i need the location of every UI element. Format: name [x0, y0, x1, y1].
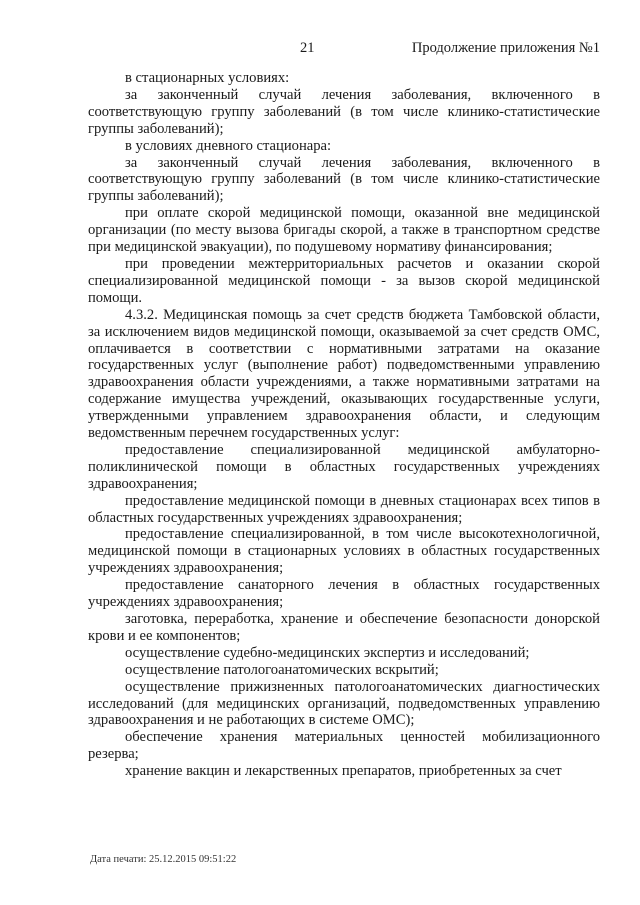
- paragraph: в стационарных условиях:: [125, 70, 290, 86]
- page-number: 21: [300, 40, 315, 56]
- paragraph: за законченный случай лечения заболевания, включенного в соответствующую группу заболеваний (в том числе клинико-статистические группы заболеваний);: [88, 86, 600, 137]
- paragraph: при проведении межтерриториальных расчетов и оказании скорой специализированной медицинской помощи - за вызов скорой медицинской помощи.: [88, 255, 600, 306]
- appendix-continuation-note: Продолжение приложения №1: [411, 40, 600, 56]
- paragraph: предоставление специализированной медицинской амбулаторно-поликлинической помощи в областных государственных учреждениях здравоохранения;: [88, 441, 600, 492]
- paragraph: осуществление прижизненных патологоанатомических диагностических исследований (для медицинских организаций, подведомственных управлению здравоохранения и не работающих в системе ОМС);: [88, 678, 600, 729]
- print-date-footer: Дата печати: 25.12.2015 09:51:22: [90, 854, 237, 865]
- paragraph: хранение вакцин и лекарственных препаратов, приобретенных за счет: [125, 763, 562, 780]
- paragraph: предоставление медицинской помощи в дневных стационарах всех типов в областных государственных учреждениях здравоохранения;: [88, 492, 600, 526]
- paragraph: 4.3.2. Медицинская помощь за счет средств бюджета Тамбовской области, за исключением видов медицинской помощи, оказываемой за счет средств ОМС, оплачивается в соответствии с нормативными затратами на оказание государственных услуг (выполнение работ) подведомственными управлению здравоохранения области учреждениями, а также нормативными затратами на содержание имущества учреждений, оказывающих государственные услуги, утвержденными управлением здравоохранения области, и следующим ведомственным перечнем государственных услуг:: [88, 306, 600, 442]
- paragraph: в условиях дневного стационара:: [125, 137, 332, 154]
- paragraph: при оплате скорой медицинской помощи, оказанной вне медицинской организации (по месту вызова бригады скорой, а также в транспортном средстве при медицинской эвакуации), по подушевому нормативу финансирования;: [88, 205, 600, 256]
- paragraph: осуществление судебно-медицинских экспертиз и исследований;: [125, 644, 530, 661]
- paragraph: предоставление санаторного лечения в областных государственных учреждениях здравоохранения;: [88, 577, 600, 611]
- paragraph: заготовка, переработка, хранение и обеспечение безопасности донорской крови и ее компонентов;: [88, 611, 600, 644]
- paragraph: обеспечение хранения материальных ценностей мобилизационного резерва;: [88, 729, 600, 763]
- document-body: [88, 70, 600, 780]
- paragraph: за законченный случай лечения заболевания, включенного в соответствующую группу заболеваний (в том числе клинико-статистические группы заболеваний);: [88, 154, 600, 205]
- paragraph: предоставление специализированной, в том числе высокотехнологичной, медицинской помощи в стационарных условиях в областных государственных учреждениях здравоохранения;: [88, 526, 600, 577]
- paragraph: осуществление патологоанатомических вскрытий;: [125, 661, 439, 678]
